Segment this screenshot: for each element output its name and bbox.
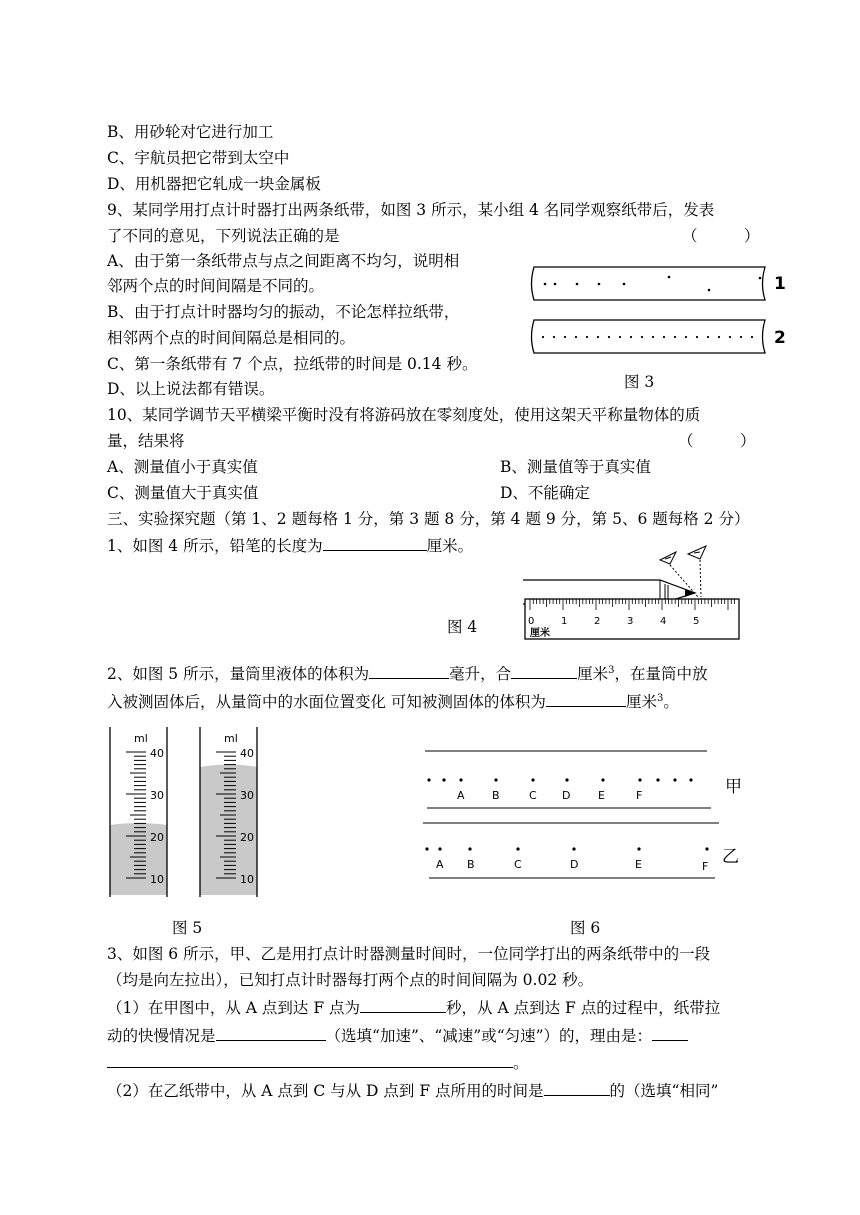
exp3-part2-line1 [107,1080,718,1101]
ruler-tick-0: 0 [528,616,535,627]
exp3-p2-blank[interactable] [544,1080,610,1096]
exp2-text-mid3: ，在量筒中放 [614,665,708,684]
tape-yi-label: 乙 [722,847,739,867]
tape-jia-label: 甲 [725,777,742,797]
exp3-p1-time-blank[interactable] [360,997,446,1013]
yi-label-c: C [514,858,522,871]
q9-stem-line1: 9、某同学用打点计时器打出两条纸带，如图 3 所示，某小组 4 名同学观察纸带后，发表 [107,201,715,219]
q10-stem-line1: 10、某同学调节天平横梁平衡时没有将游码放在零刻度处，使用这架天平称量物体的质 [107,406,701,424]
q9-option-d: D、以上说法都有错误。 [107,380,275,398]
q9-stem-line2: 了不同的意见，下列说法正确的是 [107,227,340,245]
jia-label-e: E [598,789,605,802]
tape-jia-dots [427,778,692,781]
exp3-p2-text-post: 的（选填“相同” [609,1082,719,1100]
exp3-p1-text-mid: 秒，从 A 点到达 F 点的过程中，纸带拉 [446,999,721,1017]
cyl1-label-30: 30 [150,789,164,802]
figure-3-caption: 图 3 [624,373,655,391]
yi-label-f: F [702,860,709,873]
exp2-volume-ml-blank[interactable] [369,663,449,679]
exp2-solid-volume-blank[interactable] [546,691,626,707]
ruler-tick-5: 5 [693,616,700,627]
figure-5-caption: 图 5 [172,919,203,937]
exp3-p1-l2-text-pre: 动的快慢情况是 [107,1027,216,1045]
exp2-text-mid1: 毫升，合 [449,665,512,684]
figure-6-tapes [415,738,755,888]
exp2-superscript: 3 [608,665,615,676]
ruler-tick-1: 1 [561,616,568,627]
yi-label-b: B [467,858,475,871]
tape-2-dots [542,336,753,338]
tape-1-dots [544,276,762,292]
cyl2-label-10: 10 [240,873,254,886]
figure-4-ruler [520,542,745,642]
cyl1-label-10: 10 [150,873,164,886]
cyl2-label-30: 30 [240,789,254,802]
yi-label-d: D [570,858,579,871]
exp3-line2: （均是向左拉出），已知打点计时器每打两个点的时间间隔为 0.02 秒。 [107,971,594,989]
jia-label-f: F [636,789,643,802]
q8-option-d: D、用机器把它轧成一块金属板 [107,175,321,193]
ruler-tick-2: 2 [594,616,601,627]
jia-label-d: D [562,789,571,802]
q9-option-c: C、第一条纸带有 7 个点，拉纸带的时间是 0.14 秒。 [107,355,478,373]
exp3-p1-reason-blank[interactable] [107,1052,513,1068]
tape-1-label: 1 [774,274,786,294]
ruler-unit-label: 厘米 [530,628,550,639]
exp2-line2-end: 。 [663,693,679,712]
exp1-answer-blank[interactable] [323,535,427,551]
cyl2-label-20: 20 [240,831,254,844]
cyl2-unit: ml [224,732,238,745]
figure-6-caption: 图 6 [570,919,601,937]
exp3-p1-text-pre: （1）在甲图中，从 A 点到达 F 点为 [107,999,361,1017]
exp3-part1-line1 [107,997,720,1018]
exp3-line1: 3、如图 6 所示，甲、乙是用打点计时器测量时间时，一位同学打出的两条纸带中的一段 [107,945,711,963]
yi-label-e: E [635,858,642,871]
exp1-question [107,535,473,556]
q8-option-c: C、宇航员把它带到太空中 [107,149,290,167]
figure-5-cylinders [104,722,274,902]
yi-label-a: A [436,858,444,871]
exp1-text-pre: 1、如图 4 所示，铅笔的长度为 [107,537,323,555]
exp3-p1-l3-end: 。 [513,1054,529,1072]
tape-2-label: 2 [774,328,786,348]
exp3-p2-text-pre: （2）在乙纸带中，从 A 点到 C 与从 D 点到 F 点所用的时间是 [107,1082,544,1100]
q9-answer-paren: （ ） [682,227,760,245]
q8-option-b: B、用砂轮对它进行加工 [107,123,274,141]
exp3-part1-line2 [107,1025,688,1046]
ruler-tick-4: 4 [660,616,667,627]
q10-option-d: D、不能确定 [500,484,590,502]
q10-option-a: A、测量值小于真实值 [107,458,258,476]
q10-stem-line2: 量，结果将 [107,432,185,450]
exp3-p1-motion-blank[interactable] [216,1025,326,1041]
ruler-tick-3: 3 [627,616,634,627]
q9-option-a-line2: 邻两个点的时间间隔是不同的。 [107,277,325,295]
exp2-text-mid2: 厘米 [577,665,609,684]
exp1-text-post: 厘米。 [426,537,474,555]
q9-option-b-line2: 相邻两个点的时间间隔总是相同的。 [107,329,356,347]
section-3-title: 三、实验探究题（第 1、2 题每格 1 分，第 3 题 8 分，第 4 题 9 分，第 5、6 题每格 2 分） [107,510,750,528]
exp2-text-pre: 2、如图 5 所示，量筒里液体的体积为 [107,665,370,684]
cyl1-unit: ml [134,732,148,745]
exp2-line2-unit: 厘米 [625,693,657,712]
exp2-volume-cm3-blank[interactable] [511,663,577,679]
jia-label-c: C [529,789,537,802]
cyl1-label-20: 20 [150,831,164,844]
exp2-line2-superscript: 3 [656,693,664,704]
figure-3-tapes [522,262,792,362]
cyl2-label-40: 40 [240,747,254,760]
exp3-p1-reason-blank-start[interactable] [652,1025,688,1041]
q9-option-b-line1: B、由于打点计时器均匀的振动，不论怎样拉纸带， [107,303,460,321]
q10-option-c: C、测量值大于真实值 [107,484,259,502]
exp2-line1 [107,661,708,684]
q10-option-b: B、测量值等于真实值 [500,458,651,476]
tape-yi-dots [425,847,708,850]
jia-label-a: A [457,789,465,802]
figure-4-caption: 图 4 [447,618,478,636]
exp3-part1-line3 [107,1052,529,1073]
exp2-line2-text: 入被测固体后，从量筒中的水面位置变化 可知被测固体的体积为 [107,693,546,712]
exp3-p1-l2-text-mid: （选填“加速”、“减速”或“匀速”）的，理由是： [325,1027,653,1045]
cyl1-label-40: 40 [150,747,164,760]
exp2-line2 [107,689,679,712]
q10-answer-paren: （ ） [678,432,756,450]
jia-label-b: B [492,789,500,802]
q9-option-a-line1: A、由于第一条纸带点与点之间距离不均匀，说明相 [107,252,460,270]
